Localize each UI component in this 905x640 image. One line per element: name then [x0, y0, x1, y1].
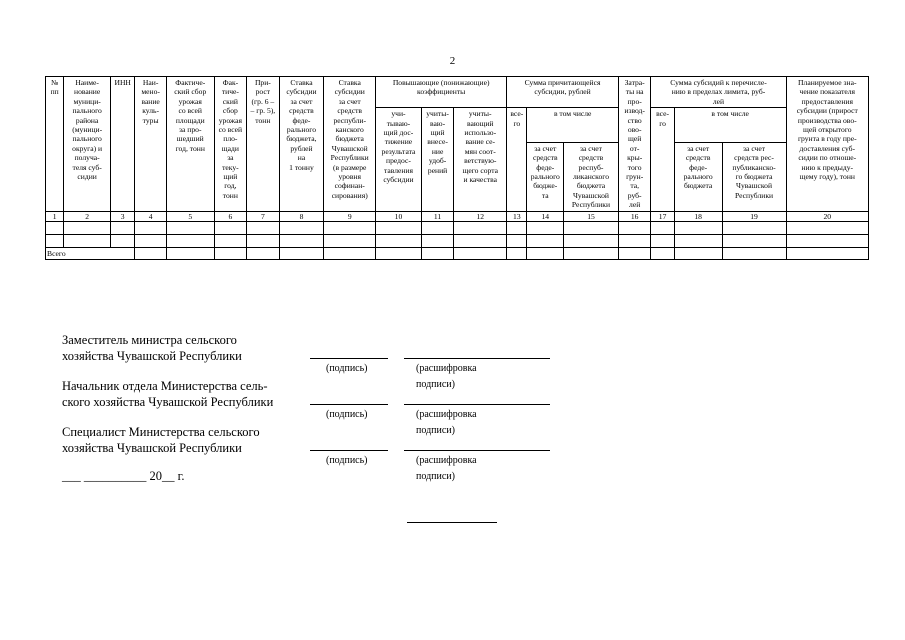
column-number-cell: 7 — [247, 211, 280, 221]
header-coef-result: учи- тываю- щий дос- тижение результата предос- тавления субсидии — [376, 108, 422, 211]
header-transfer-including: в том числе — [674, 108, 786, 143]
name-caption: (расшифровка подписи) — [416, 363, 477, 390]
column-number-cell: 2 — [64, 211, 111, 221]
signatory-title: Специалист Министерства сельского хозяйства Чувашской Республики — [62, 425, 260, 455]
table-row — [46, 234, 869, 247]
total-label: Всего — [46, 247, 135, 259]
column-number-cell: 6 — [214, 211, 247, 221]
header-coef-fertilizer: учиты- ваю- щий внесе- ние удоб- рений — [421, 108, 454, 211]
header-transfer-republic: за счет средств рес- публиканско- го бюджета Чувашской Республики — [722, 142, 786, 211]
header-transfer-federal: за счет средств феде- рального бюджета — [674, 142, 722, 211]
column-number-cell: 9 — [324, 211, 376, 221]
header-coefficients-group: Повышающие (понижающие) коэффициенты — [376, 77, 507, 108]
name-line — [404, 404, 550, 405]
table-row — [46, 221, 869, 234]
header-planned-indicator: Планируемое зна- чение показателя предоставления субсидии (прирост производства ово- щей открытого грунта в году пре- доставления суб- сидии по отноше- нию к предыду- щему году), тонн — [786, 77, 868, 212]
header-due-federal: за счет средств феде- рального бюдже- та — [527, 142, 564, 211]
column-number-cell: 8 — [279, 211, 324, 221]
header-transfer-total: все- го — [651, 108, 674, 211]
name-caption: (расшифровка подписи) — [416, 455, 477, 482]
header-coef-seeds: учиты- вающий использо- вание се- мян соот- ветствую- щего сорта и качества — [454, 108, 507, 211]
header-recipient: Наиме- нование муници- пального района (муници- пального округа) и получа- теля суб- сидии — [64, 77, 111, 212]
column-number-cell: 4 — [135, 211, 166, 221]
column-number-cell: 20 — [786, 211, 868, 221]
name-caption: (расшифровка подписи) — [416, 409, 477, 436]
column-number-cell: 5 — [166, 211, 214, 221]
signatory-title: Заместитель министра сельского хозяйства Чувашской Республики — [62, 333, 242, 363]
header-due-total: все- го — [507, 108, 527, 211]
header-inn: ИНН — [111, 77, 135, 212]
header-due-republic: за счет средств респуб- ликанского бюджета Чувашской Республики — [564, 142, 619, 211]
signature-line — [310, 450, 388, 451]
signature-caption: (подпись) — [326, 409, 368, 420]
header-growth: При- рост (гр. 6 – – гр. 5), тонн — [247, 77, 280, 212]
header-harvest-previous: Фактиче- ский сбор урожая со всей площади за про- шедший год, тонн — [166, 77, 214, 212]
signatory-title: Начальник отдела Министерства сель- ского хозяйства Чувашской Республики — [62, 379, 274, 409]
header-crop: Наи- мено- вание куль- туры — [135, 77, 166, 212]
column-number-cell: 10 — [376, 211, 422, 221]
column-number-cell: 19 — [722, 211, 786, 221]
header-costs: Затра- ты на про- извод- ство ово- щей от- кры- того грун- та, руб- лей — [618, 77, 651, 212]
name-line — [404, 450, 550, 451]
header-rate-federal: Ставка субсидии за счет средств феде- рального бюджета, рублей на 1 тонну — [279, 77, 324, 212]
subsidy-calculation-table — [45, 76, 869, 260]
column-number-cell: 12 — [454, 211, 507, 221]
name-line — [404, 358, 550, 359]
column-number-cell: 11 — [421, 211, 454, 221]
header-harvest-current: Фак- тиче- ский сбор урожая со всей пло- щади за теку- щий год, тонн — [214, 77, 247, 212]
header-rate-republic: Ставка субсидии за счет средств республи- канского бюджета Чувашской Республики (в размере уровня софинан- сирования) — [324, 77, 376, 212]
column-number-cell: 16 — [618, 211, 651, 221]
column-number-row — [46, 211, 869, 221]
total-row — [46, 247, 869, 259]
header-due-including: в том числе — [527, 108, 618, 143]
column-number-cell: 17 — [651, 211, 674, 221]
column-number-cell: 14 — [527, 211, 564, 221]
header-row-1 — [46, 77, 869, 108]
bottom-rule — [407, 522, 497, 523]
date-line: ___ __________ 20__ г. — [62, 469, 185, 483]
header-due-sum-group: Сумма причитающейся субсидии, рублей — [507, 77, 619, 108]
signature-caption: (подпись) — [326, 455, 368, 466]
signature-line — [310, 404, 388, 405]
column-number-cell: 18 — [674, 211, 722, 221]
column-number-cell: 15 — [564, 211, 619, 221]
page-number: 2 — [449, 55, 456, 67]
header-transfer-sum-group: Сумма субсидий к перечисле- нию в пределах лимита, руб- лей — [651, 77, 786, 108]
column-number-cell: 1 — [46, 211, 64, 221]
column-number-cell: 3 — [111, 211, 135, 221]
header-number: № пп — [46, 77, 64, 212]
column-number-cell: 13 — [507, 211, 527, 221]
signature-caption: (подпись) — [326, 363, 368, 374]
signature-line — [310, 358, 388, 359]
